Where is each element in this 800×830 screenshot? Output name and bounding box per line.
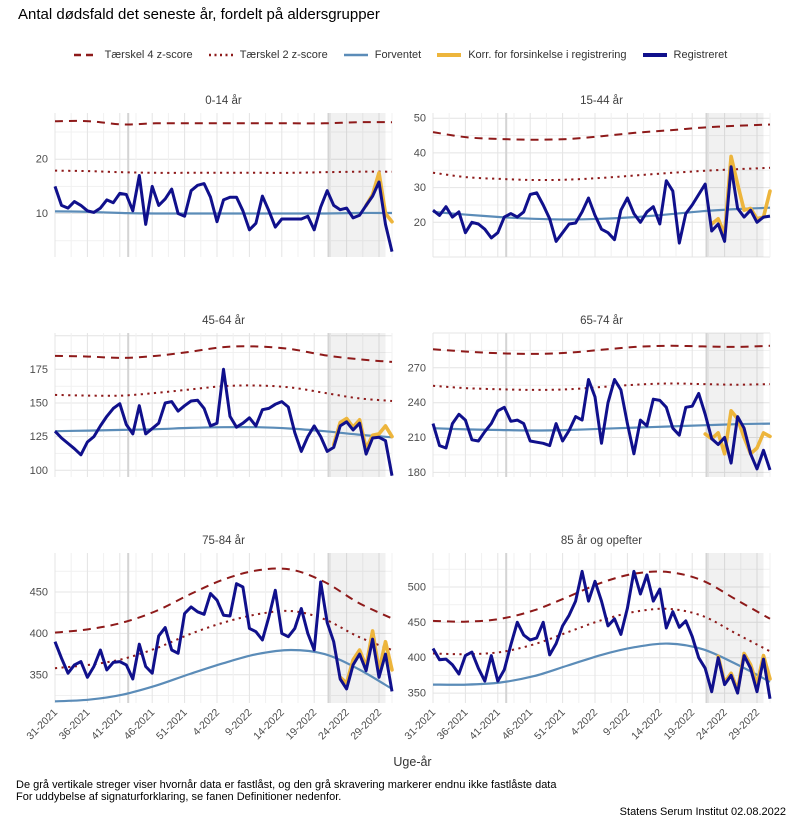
panel-title: 45-64 år xyxy=(202,315,245,327)
panel-3-45-64 xyxy=(30,315,392,477)
x-tick-label: 29-2022 xyxy=(348,706,385,743)
x-tick-label: 24-2022 xyxy=(315,706,352,743)
x-tick-label: 51-2021 xyxy=(531,706,568,743)
x-tick-label: 9-2022 xyxy=(222,706,255,739)
x-tick-label: 19-2022 xyxy=(283,706,320,743)
panel-title: 15-44 år xyxy=(580,95,623,107)
x-tick-label: 51-2021 xyxy=(153,706,190,743)
page-title: Antal dødsfald det seneste år, fordelt på aldersgrupper xyxy=(18,6,380,23)
y-tick-label: 40 xyxy=(413,147,426,160)
legend-label-threshold4: Tærskel 4 z-score xyxy=(104,49,193,61)
y-tick-label: 175 xyxy=(29,363,48,376)
panel-5-75-84 xyxy=(24,535,392,742)
source-attribution: Statens Serum Institut 02.08.2022 xyxy=(619,806,786,818)
x-tick-label: 46-2021 xyxy=(499,706,536,743)
x-tick-label: 31-2021 xyxy=(402,706,439,743)
y-tick-label: 180 xyxy=(407,466,426,479)
panel-title: 0-14 år xyxy=(205,95,242,107)
legend-label-threshold2: Tærskel 2 z-score xyxy=(239,49,328,61)
x-tick-label: 41-2021 xyxy=(89,706,125,743)
x-tick-label: 9-2022 xyxy=(600,706,633,739)
x-tick-label: 4-2022 xyxy=(190,706,223,739)
x-tick-label: 31-2021 xyxy=(24,706,61,743)
y-tick-label: 150 xyxy=(29,397,48,410)
x-tick-label: 14-2022 xyxy=(251,706,287,743)
y-tick-label: 20 xyxy=(35,153,48,166)
x-axis-title: Uge-år xyxy=(393,755,432,769)
panel-6-85 xyxy=(402,535,770,742)
y-tick-label: 270 xyxy=(407,362,426,375)
legend-label-corrected: Korr. for forsinkelse i registrering xyxy=(468,49,627,61)
y-tick-label: 50 xyxy=(413,112,426,125)
footnote-line-2: For uddybelse af signaturforklaring, se fanen Definitioner nedenfor. xyxy=(16,791,342,803)
x-tick-label: 4-2022 xyxy=(568,706,601,739)
legend-label-expected: Forventet xyxy=(374,49,422,61)
y-tick-label: 450 xyxy=(29,586,48,599)
y-tick-label: 30 xyxy=(413,182,426,195)
x-tick-label: 46-2021 xyxy=(121,706,158,743)
x-tick-label: 29-2022 xyxy=(726,706,763,743)
y-tick-label: 20 xyxy=(413,216,426,229)
y-tick-label: 10 xyxy=(35,208,48,220)
y-tick-label: 350 xyxy=(29,669,48,682)
x-tick-label: 24-2022 xyxy=(693,706,730,743)
x-tick-label: 36-2021 xyxy=(434,706,471,743)
y-tick-label: 450 xyxy=(407,616,426,629)
panel-1-0-14 xyxy=(36,95,392,257)
y-tick-label: 210 xyxy=(407,432,426,444)
y-tick-label: 400 xyxy=(29,627,48,640)
panel-title: 85 år og opefter xyxy=(560,535,643,547)
panel-4-65-74 xyxy=(408,315,770,479)
y-tick-label: 400 xyxy=(407,652,426,665)
y-tick-label: 350 xyxy=(407,687,426,700)
y-tick-label: 100 xyxy=(29,464,48,477)
x-tick-label: 19-2022 xyxy=(661,706,698,743)
unlocked-data-shading xyxy=(329,333,386,477)
x-tick-label: 36-2021 xyxy=(56,706,93,743)
panel-title: 65-74 år xyxy=(580,315,623,327)
x-tick-label: 41-2021 xyxy=(467,706,503,743)
panel-title: 75-84 år xyxy=(202,535,245,547)
unlocked-data-shading xyxy=(707,333,764,477)
x-tick-label: 14-2022 xyxy=(629,706,665,743)
legend-label-registered: Registreret xyxy=(673,49,728,61)
panel-2-15-44 xyxy=(414,95,770,257)
y-tick-label: 125 xyxy=(29,431,48,444)
y-tick-label: 500 xyxy=(407,581,426,594)
footnote-line-1: De grå vertikale streger viser hvornår data er fastlåst, og den grå skravering markerer endnu ikke fastlåste data xyxy=(16,779,557,791)
y-tick-label: 240 xyxy=(407,397,426,410)
